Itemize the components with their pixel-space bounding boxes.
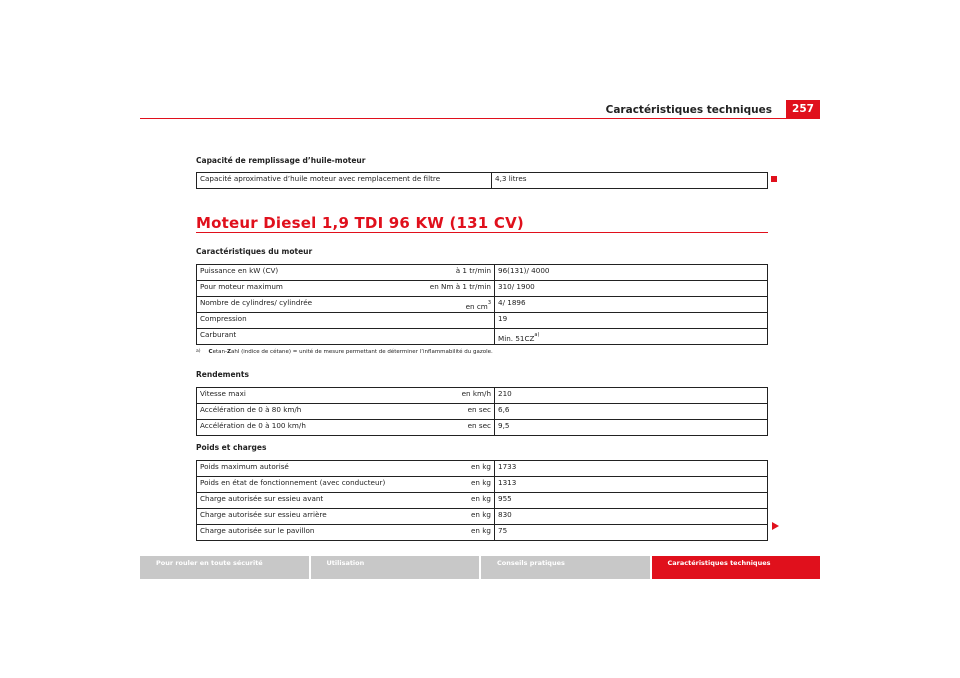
table-row [197, 509, 768, 525]
row-value: 96(131)/ 4000 [495, 265, 768, 281]
row-unit: en sec [408, 420, 495, 436]
row-value: 310/ 1900 [495, 281, 768, 297]
row-label: Accélération de 0 à 100 km/h [197, 420, 409, 436]
engine-section-label: Caractéristiques du moteur [196, 247, 313, 256]
row-unit: en kg [408, 525, 495, 541]
row-label: Pour moteur maximum [197, 281, 409, 297]
row-label: Poids maximum autorisé [197, 461, 409, 477]
row-unit: en kg [408, 509, 495, 525]
table-row [197, 404, 768, 420]
row-unit [408, 329, 495, 345]
row-unit: en km/h [408, 388, 495, 404]
header-divider [140, 118, 820, 119]
row-value: 1313 [495, 477, 768, 493]
footnote-c: C [208, 349, 213, 355]
table-row [197, 525, 768, 541]
footer-nav [140, 556, 820, 579]
row-value: 4/ 1896 [495, 297, 768, 313]
row-label: Carburant [197, 329, 409, 345]
weights-table [196, 460, 768, 541]
row-label: Vitesse maxi [197, 388, 409, 404]
footer-tab-tips[interactable]: Conseils pratiques [481, 556, 650, 579]
page-header-title: Caractéristiques techniques [605, 104, 772, 116]
row-value: 1733 [495, 461, 768, 477]
table-row [197, 461, 768, 477]
row-value: 210 [495, 388, 768, 404]
oil-capacity-table [196, 172, 768, 189]
table-row [197, 477, 768, 493]
heading-divider [196, 232, 768, 233]
row-unit: en Nm à 1 tr/min [408, 281, 495, 297]
row-label: Nombre de cylindres/ cylindrée [197, 297, 409, 313]
table-row [197, 297, 768, 313]
value-text: Min. 51CZ [498, 334, 535, 343]
engine-table [196, 264, 768, 345]
row-label: Accélération de 0 à 80 km/h [197, 404, 409, 420]
row-unit: en kg [408, 477, 495, 493]
footer-tab-usage[interactable]: Utilisation [311, 556, 480, 579]
table-row [197, 281, 768, 297]
row-value: 830 [495, 509, 768, 525]
row-value: 955 [495, 493, 768, 509]
row-label: Charge autorisée sur le pavillon [197, 525, 409, 541]
unit-text: en cm [465, 302, 488, 311]
row-value: 19 [495, 313, 768, 329]
section-end-square-icon [771, 176, 777, 182]
performance-section-label: Rendements [196, 370, 249, 379]
row-value: 9,5 [495, 420, 768, 436]
table-row [197, 173, 768, 189]
row-label: Poids en état de fonctionnement (avec conducteur) [197, 477, 409, 493]
row-unit: en kg [408, 493, 495, 509]
row-unit: à 1 tr/min [408, 265, 495, 281]
table-row [197, 265, 768, 281]
footer-tab-safety[interactable]: Pour rouler en toute sécurité [140, 556, 309, 579]
table-row [197, 388, 768, 404]
footnote [196, 349, 493, 355]
table-row [197, 420, 768, 436]
value-superscript: a) [534, 332, 540, 338]
row-label: Charge autorisée sur essieu arrière [197, 509, 409, 525]
oil-row-label: Capacité aproximative d’huile moteur avec remplacement de filtre [197, 173, 492, 189]
row-label: Puissance en kW (CV) [197, 265, 409, 281]
footnote-text: ahl (indice de cétane) = unité de mesure permettant de déterminer l’inflammabilité du gazole. [230, 349, 493, 355]
engine-heading: Moteur Diesel 1,9 TDI 96 KW (131 CV) [196, 214, 524, 232]
footnote-z: Z [226, 349, 231, 355]
row-value: 75 [495, 525, 768, 541]
row-unit: en kg [408, 461, 495, 477]
row-unit [408, 313, 495, 329]
table-row [197, 313, 768, 329]
continue-arrow-icon [772, 522, 779, 530]
unit-superscript: 3 [487, 300, 491, 306]
row-value [495, 329, 768, 345]
page-number-badge: 257 [786, 100, 820, 118]
row-unit [408, 297, 495, 313]
table-row [197, 329, 768, 345]
row-unit: en sec [408, 404, 495, 420]
row-label: Charge autorisée sur essieu avant [197, 493, 409, 509]
weights-section-label: Poids et charges [196, 443, 267, 452]
table-row [197, 493, 768, 509]
row-value: 6,6 [495, 404, 768, 420]
footnote-etan: etan- [212, 349, 227, 355]
row-label: Compression [197, 313, 409, 329]
oil-section-label: Capacité de remplissage d’huile-moteur [196, 156, 366, 165]
performance-table [196, 387, 768, 436]
footnote-mark: a) [196, 349, 201, 354]
oil-row-value: 4,3 litres [492, 173, 768, 189]
footer-tab-specs[interactable]: Caractéristiques techniques [652, 556, 821, 579]
